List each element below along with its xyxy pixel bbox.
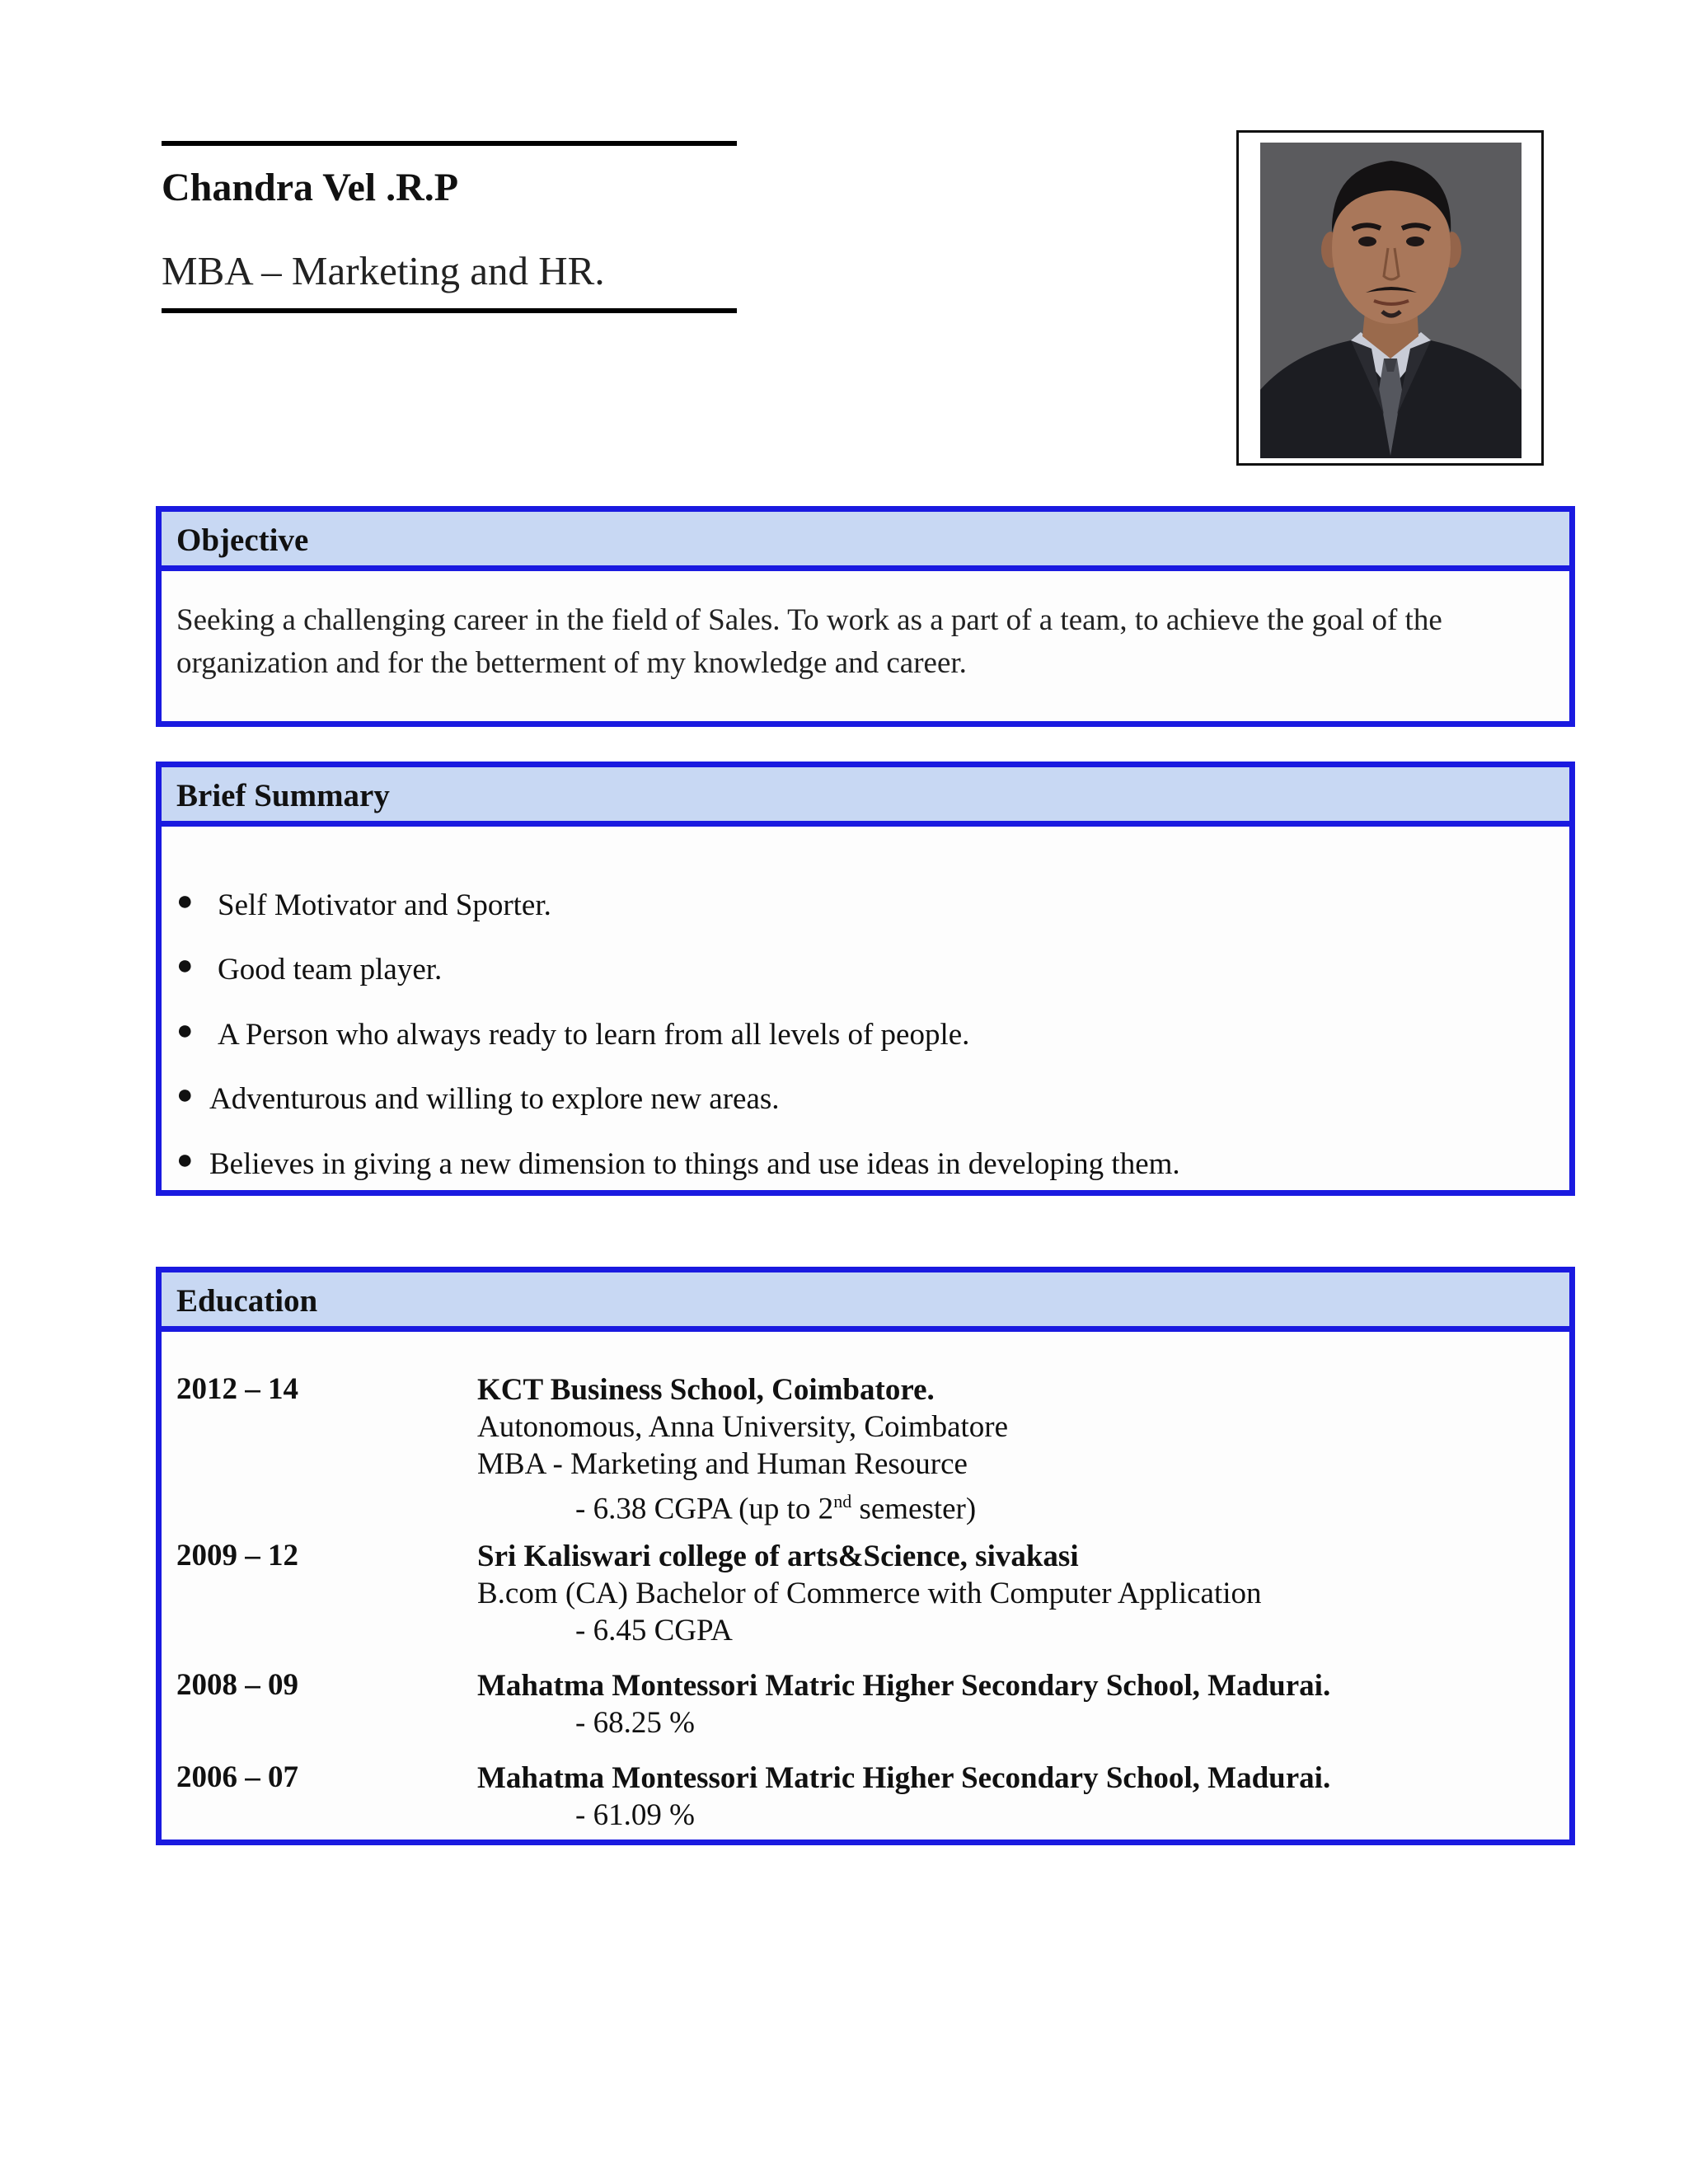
education-heading: Education: [162, 1272, 1569, 1332]
summary-section: [156, 762, 1575, 1196]
education-years: 2009 – 12: [176, 1539, 298, 1572]
education-years: 2008 – 09: [176, 1668, 298, 1702]
education-institution: Mahatma Montessori Matric Higher Secondary School, Madurai.: [477, 1669, 1331, 1703]
education-grade: - 68.25 %: [575, 1706, 695, 1740]
summary-item-text: Believes in giving a new dimension to things and use ideas in developing them.: [209, 1147, 1180, 1181]
education-detail: [477, 1760, 1330, 1834]
header-top-rule: [162, 141, 737, 146]
education-grade: - 6.45 CGPA: [575, 1614, 733, 1647]
candidate-name: Chandra Vel .R.P: [162, 166, 459, 209]
education-institution: Mahatma Montessori Matric Higher Secondary School, Madurai.: [477, 1761, 1331, 1795]
objective-body: [162, 571, 1569, 685]
candidate-degree: MBA – Marketing and HR.: [162, 248, 605, 293]
summary-item-text: Adventurous and willing to explore new areas.: [209, 1082, 780, 1116]
grade-superscript: nd: [833, 1491, 852, 1511]
objective-line-1: Seeking a challenging career in the field of Sales. To work as a part of a team, to achieve the goal of the: [176, 603, 1442, 637]
photo-frame: [1236, 130, 1544, 466]
education-years: 2006 – 07: [176, 1760, 298, 1794]
education-detail: [477, 1371, 1008, 1527]
bullet-icon: ●: [176, 1080, 194, 1110]
grade-suffix: semester): [851, 1492, 977, 1526]
header-bottom-rule: [162, 308, 737, 313]
education-grade: [477, 1483, 1008, 1527]
education-grade: - 61.09 %: [575, 1798, 695, 1832]
summary-item-text: Good team player.: [218, 953, 443, 987]
education-detail: [477, 1667, 1330, 1741]
grade-prefix: - 6.38 CGPA (up to 2: [575, 1492, 834, 1526]
summary-item-text: A Person who always ready to learn from all levels of people.: [218, 1018, 970, 1052]
summary-item-text: Self Motivator and Sporter.: [218, 888, 551, 922]
education-line: MBA - Marketing and Human Resource: [477, 1447, 968, 1481]
education-institution: Sri Kaliswari college of arts&Science, sivakasi: [477, 1540, 1079, 1573]
objective-heading: Objective: [162, 512, 1569, 571]
summary-heading: Brief Summary: [162, 767, 1569, 827]
education-institution: KCT Business School, Coimbatore.: [477, 1373, 935, 1407]
bullet-icon: ●: [176, 1015, 194, 1046]
bullet-icon: ●: [176, 950, 194, 981]
bullet-icon: ●: [176, 1145, 194, 1175]
education-detail: [477, 1538, 1262, 1649]
education-section: [156, 1267, 1575, 1845]
bullet-icon: ●: [176, 886, 194, 916]
objective-section: [156, 506, 1575, 727]
education-years: 2012 – 14: [176, 1372, 298, 1406]
objective-line-2: organization and for the betterment of my knowledge and career.: [176, 646, 967, 680]
portrait-photo-icon: [1260, 143, 1522, 458]
education-line: B.com (CA) Bachelor of Commerce with Computer Application: [477, 1577, 1262, 1610]
education-line: Autonomous, Anna University, Coimbatore: [477, 1410, 1009, 1444]
